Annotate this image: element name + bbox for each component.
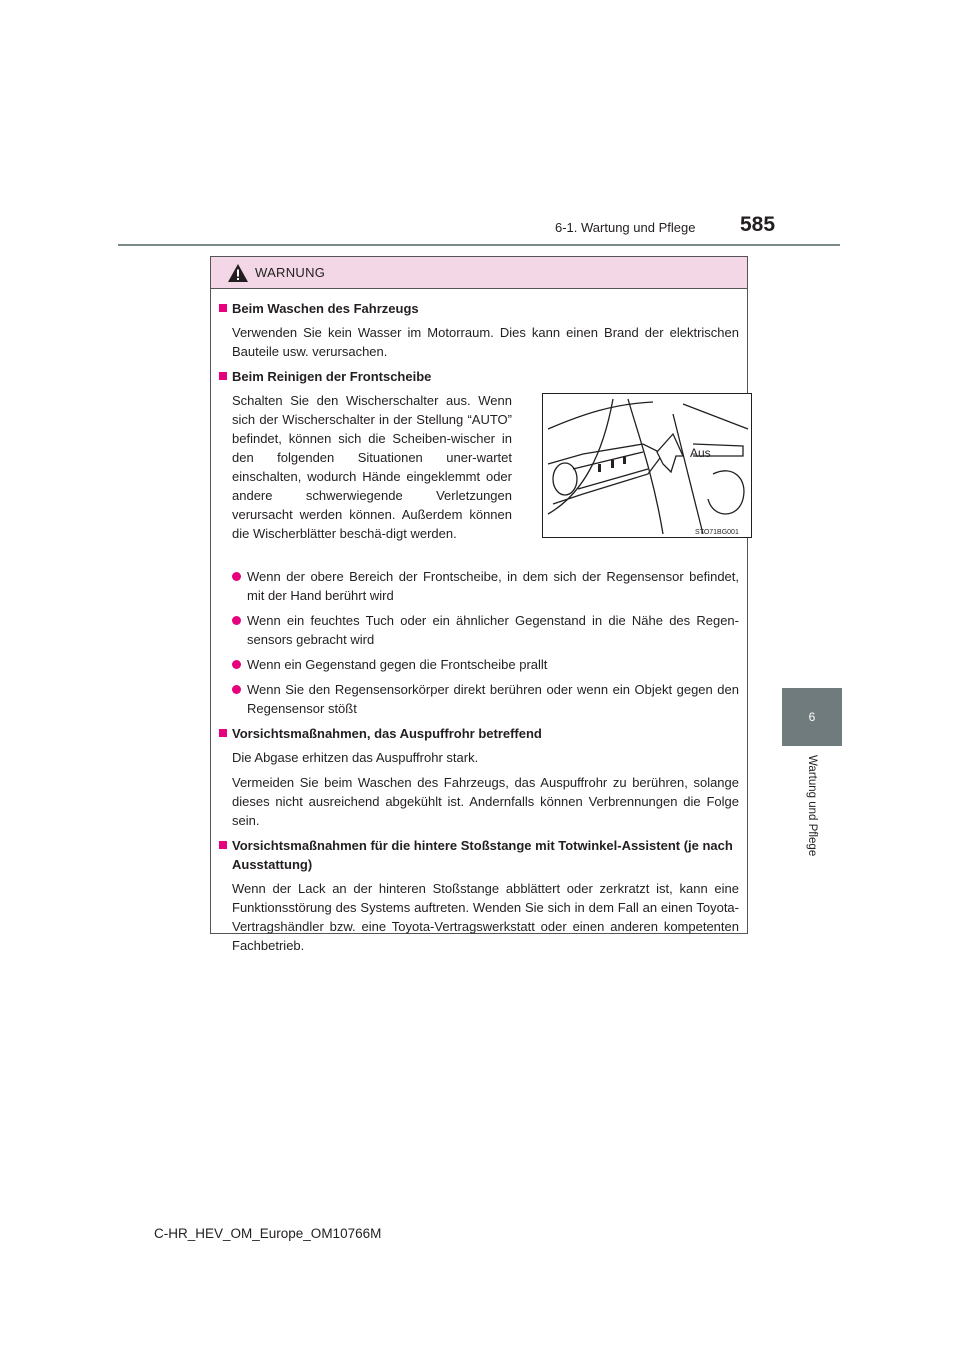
wiper-switch-illustration	[543, 394, 751, 537]
text-with-figure	[232, 391, 739, 561]
section-heading-text: Vorsichtsmaßnahmen für die hintere Stoßstange mit Totwinkel-Assistent (je nach Ausstattung)	[232, 838, 733, 872]
list-item-text: Wenn ein Gegenstand gegen die Frontscheibe prallt	[247, 657, 548, 672]
document-id: C-HR_HEV_OM_Europe_OM10766M	[154, 1226, 382, 1241]
chapter-label: Wartung und Pflege	[806, 755, 818, 857]
round-bullet-icon	[232, 660, 241, 669]
list-item	[232, 655, 739, 674]
list-item	[232, 680, 739, 718]
paragraph: Die Abgase erhitzen das Auspuffrohr stark.	[232, 750, 479, 765]
section-heading	[219, 299, 739, 318]
section-title: 6-1. Wartung und Pflege	[555, 220, 696, 235]
list-item-text: Wenn ein feuchtes Tuch oder ein ähnlicher Gegenstand in die Nähe des Regen-sensors gebracht wird	[247, 613, 739, 647]
paragraph: Vermeiden Sie beim Waschen des Fahrzeugs, das Auspuffrohr zu berühren, solange dieses nicht ausreichend abgekühlt ist. Andernfalls können Verbrennungen die Folge sein.	[232, 775, 739, 828]
warning-header	[211, 257, 747, 289]
list-item	[232, 611, 739, 649]
section-heading	[219, 724, 739, 743]
paragraph: Wenn der Lack an der hinteren Stoßstange abblättert oder zerkratzt ist, kann eine Funktionsstörung des Systems auftreten. Wenden Sie sich in dem Fall an einen Toyota-Vertragshändler bzw. eine Toyota-Vertragswerkstatt oder einen anderen kompetenten Fachbetrieb.	[232, 881, 739, 953]
square-bullet-icon	[219, 304, 227, 312]
chapter-tab[interactable]	[782, 688, 842, 746]
list-item	[232, 567, 739, 605]
wiper-switch-figure	[542, 393, 752, 538]
section-heading-text: Beim Waschen des Fahrzeugs	[232, 301, 419, 316]
list-item-text: Wenn der obere Bereich der Frontscheibe, in dem sich der Regensensor befindet, mit der Hand berührt wird	[247, 569, 739, 603]
warning-box	[210, 256, 748, 953]
paragraph: Schalten Sie den Wischerschalter aus. Wenn sich der Wischerschalter in der Stellung “AUTO” befindet, können sich die Scheiben-wischer in den folgenden Situationen uner-wartet einschalten, wodurch Hände eingeklemmt oder andere schwerwiegende Verletzungen verursacht werden können. Außerdem können die Wischerblätter beschä-digt werden.	[232, 393, 512, 541]
section-heading	[219, 836, 739, 874]
section-heading	[219, 367, 739, 386]
figure-label-aus: Aus	[690, 446, 711, 460]
warning-content	[219, 299, 739, 961]
page-number: 585	[740, 213, 776, 236]
figure-code: STO71BG001	[695, 529, 739, 536]
header-divider	[118, 244, 840, 246]
section-heading-text: Vorsichtsmaßnahmen, das Auspuffrohr betreffend	[232, 726, 542, 741]
square-bullet-icon	[219, 372, 227, 380]
round-bullet-icon	[232, 616, 241, 625]
warning-title: WARNUNG	[255, 265, 326, 280]
round-bullet-icon	[232, 685, 241, 694]
section-heading-text: Beim Reinigen der Frontscheibe	[232, 369, 432, 384]
list-item-text: Wenn Sie den Regensensorkörper direkt berühren oder wenn ein Objekt gegen den Regensensor stößt	[247, 682, 739, 716]
round-bullet-icon	[232, 572, 241, 581]
square-bullet-icon	[219, 841, 227, 849]
paragraph: Verwenden Sie kein Wasser im Motorraum. Dies kann einen Brand der elektrischen Bauteile usw. verursachen.	[232, 325, 739, 359]
square-bullet-icon	[219, 729, 227, 737]
chapter-number: 6	[808, 710, 816, 724]
warning-triangle-icon	[227, 263, 249, 283]
